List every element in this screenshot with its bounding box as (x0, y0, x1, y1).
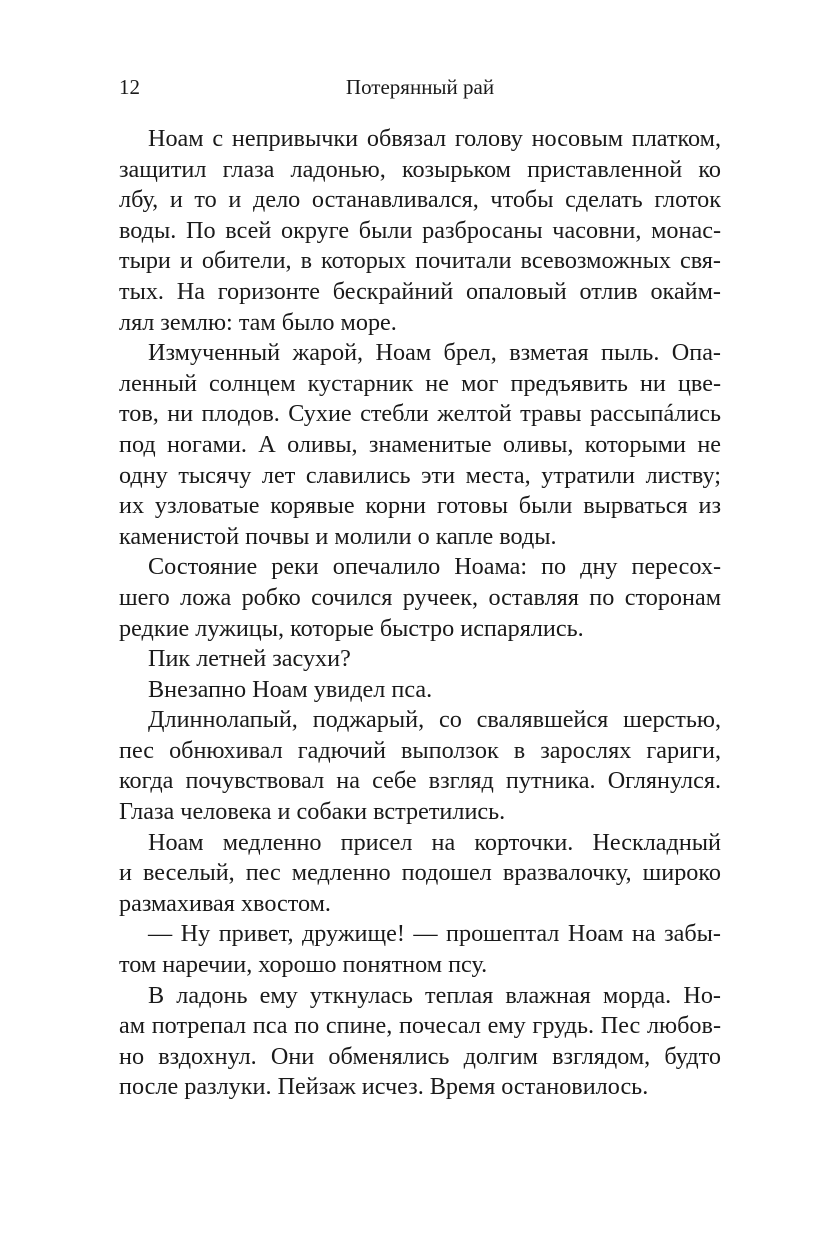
text-line: Ноам медленно присел на корточки. Нескладный (148, 828, 721, 856)
text-line: ам потрепал пса по спине, почесал ему грудь. Пес любов- (119, 1012, 721, 1040)
text-line: тыри и обители, в которых почитали всевозможных свя- (119, 247, 721, 275)
text-line: воды. По всей округе были разбросаны часовни, монас- (119, 216, 721, 244)
text-line: шего ложа робко сочился ручеек, оставляя по сторонам (119, 583, 721, 611)
text-line: одну тысячу лет славились эти места, утратили листву; (119, 461, 721, 489)
text-line: — Ну привет, дружище! — прошептал Ноам на забы- (148, 920, 721, 948)
text-line: пес обнюхивал гадючий выползок в зарослях гариги, (119, 736, 721, 764)
paragraph (119, 705, 721, 827)
text-line: редкие лужицы, которые быстро испарялись. (119, 614, 584, 642)
text-line: каменистой почвы и молили о капле воды. (119, 522, 557, 550)
text-line: Внезапно Ноам увидел пса. (148, 675, 433, 703)
text-line: Состояние реки опечалило Ноама: по дну пересох- (148, 553, 721, 581)
text-line: том наречии, хорошо понятном псу. (119, 951, 488, 979)
text-line: их узловатые корявые корни готовы были вырваться из (119, 492, 721, 520)
paragraph (119, 338, 721, 552)
page-number: 12 (119, 75, 140, 99)
text-line: Ноам с непривычки обвязал голову носовым платком, (148, 125, 721, 152)
text-line: Измученный жарой, Ноам брел, взметая пыль. Опа- (148, 339, 721, 367)
paragraph (119, 919, 721, 980)
text-line: и веселый, пес медленно подошел вразвалочку, широко (119, 859, 721, 887)
paragraph (119, 644, 721, 675)
text-line: тов, ни плодов. Сухие стебли желтой травы рассыпáлись (119, 400, 721, 428)
running-head (119, 72, 721, 102)
body-text (119, 124, 721, 1103)
paragraph (119, 124, 721, 338)
text-line: лял землю: там было море. (119, 308, 397, 336)
text-line: под ногами. А оливы, знаменитые оливы, которыми не (119, 430, 721, 458)
text-line: после разлуки. Пейзаж исчез. Время остановилось. (119, 1073, 649, 1101)
paragraph (119, 828, 721, 920)
paragraph (119, 675, 721, 706)
text-line: ленный солнцем кустарник не мог предъявить ни цве- (119, 369, 721, 397)
paragraph (119, 552, 721, 644)
text-line: лбу, и то и дело останавливался, чтобы сделать глоток (119, 186, 721, 214)
text-line: В ладонь ему уткнулась теплая влажная морда. Но- (148, 981, 721, 1009)
book-title: Потерянный рай (345, 75, 495, 99)
text-line: Пик летней засухи? (148, 645, 351, 673)
text-line: но вздохнул. Они обменялись долгим взглядом, будто (119, 1042, 721, 1070)
text-line: тых. На горизонте бескрайний опаловый отлив окайм- (119, 277, 721, 305)
text-line: когда почувствовал на себе взгляд путника. Оглянулся. (119, 767, 721, 795)
text-line: Глаза человека и собаки встретились. (119, 798, 506, 826)
text-line: Длиннолапый, поджарый, со свалявшейся шерстью, (148, 706, 721, 734)
text-line: размахивая хвостом. (119, 889, 331, 917)
paragraph (119, 981, 721, 1103)
text-line: защитил глаза ладонью, козырьком приставленной ко (119, 155, 721, 183)
